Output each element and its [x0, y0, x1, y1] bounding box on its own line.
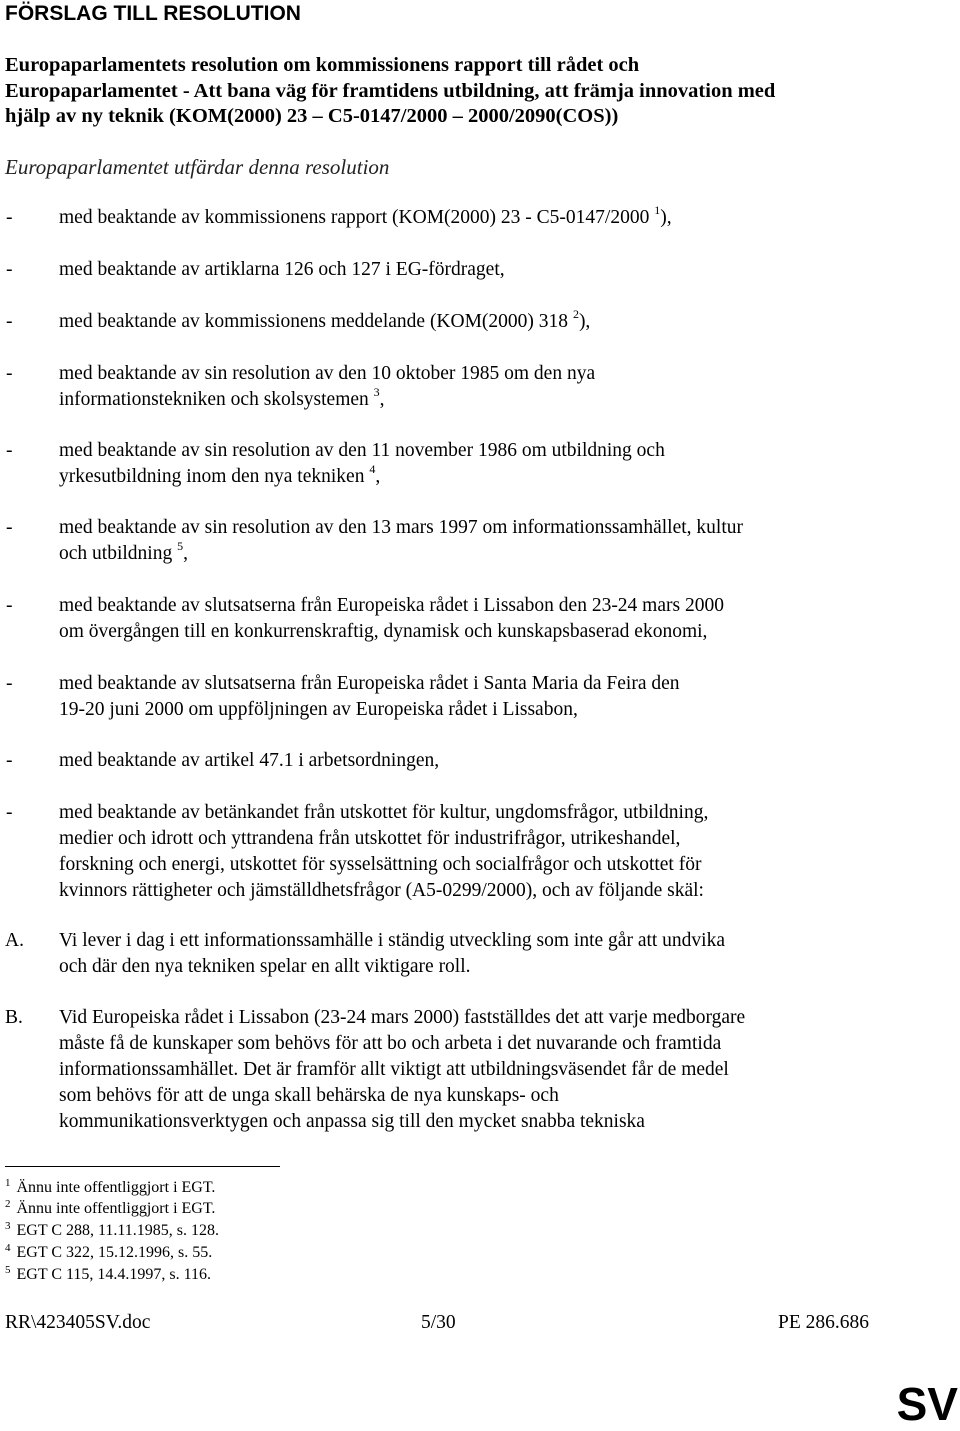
citation-6-line-1: med beaktande av sin resolution av den 13 mars 1997 om informationssamhället, kultur	[59, 517, 743, 538]
citation-dash: -	[6, 802, 13, 823]
citation-2-line-1: med beaktande av artiklarna 126 och 127 i EG-fördraget,	[59, 259, 505, 280]
citation-6-line-2: och utbildning $^5$,	[59, 539, 188, 564]
citation-10-line-1: med beaktande av betänkandet från utskottet för kultur, ungdomsfrågor, utbildning,	[59, 802, 709, 823]
footnote-ref[interactable]: 4	[369, 462, 376, 476]
citation-10-line-4: kvinnors rättigheter och jämställdhetsfrågor (A5-0299/2000), och av följande skäl:	[59, 880, 704, 901]
footer-pe-number: PE 286.686	[778, 1312, 870, 1333]
footnote-separator	[5, 1166, 280, 1167]
citation-8-line-2: 19-20 juni 2000 om uppföljningen av Europeiska rådet i Lissabon,	[59, 699, 578, 720]
recital-a-line-1: Vi lever i dag i ett informationssamhälle i ständig utveckling som inte går att undvika	[59, 930, 726, 951]
citation-dash: -	[6, 363, 13, 384]
citation-9-line-1: med beaktande av artikel 47.1 i arbetsordningen,	[59, 750, 440, 771]
citation-dash: -	[6, 207, 13, 228]
citation-8-line-1: med beaktande av slutsatserna från Europeiska rådet i Santa Maria da Feira den	[59, 673, 680, 694]
footnote-2: $^2$ Ännu inte offentliggjort i EGT.	[5, 1198, 216, 1217]
footer-page-number: 5/30	[421, 1312, 456, 1333]
language-code: SV	[896, 1378, 958, 1430]
citation-4-line-2: informationstekniken och skolsystemen $^3$,	[59, 385, 385, 410]
citation-dash: -	[6, 259, 13, 280]
citation-5-line-2: yrkesutbildning inom den nya tekniken $^4$,	[59, 462, 381, 487]
citation-3-line-1: med beaktande av kommissionens meddelande (KOM(2000) 318 $^2$),	[59, 307, 591, 332]
citation-dash: -	[6, 595, 13, 616]
citation-dash: -	[6, 440, 13, 461]
footnote-ref[interactable]: 3	[373, 385, 380, 399]
recital-mark-b: B.	[5, 1007, 23, 1028]
title-line-2: Europaparlamentet - Att bana väg för framtidens utbildning, att främja innovation med	[5, 80, 776, 102]
citation-7-line-2: om övergången till en konkurrenskraftig, dynamisk och kunskapsbaserad ekonomi,	[59, 621, 708, 642]
recital-b-line-4: som behövs för att de unga skall behärska de nya kunskaps- och	[59, 1085, 559, 1106]
citation-7-line-1: med beaktande av slutsatserna från Europeiska rådet i Lissabon den 23-24 mars 2000	[59, 595, 724, 616]
citation-4-line-1: med beaktande av sin resolution av den 10 oktober 1985 om den nya	[59, 363, 596, 384]
recital-b-line-3: informationssamhället. Det är framför allt viktigt att utbildningsväsendet får de medel	[59, 1059, 729, 1080]
footnote-4: $^4$ EGT C 322, 15.12.1996, s. 55.	[5, 1242, 213, 1261]
citation-5-line-1: med beaktande av sin resolution av den 11 november 1986 om utbildning och	[59, 440, 665, 461]
footnote-1: $^1$ Ännu inte offentliggjort i EGT.	[5, 1177, 216, 1196]
footer-doc-ref: RR\423405SV.doc	[5, 1312, 151, 1333]
intro-text: Europaparlamentet utfärdar denna resolution	[5, 155, 390, 179]
recital-b-line-2: måste få de kunskaper som behövs för att bo och arbeta i det nuvarande och framtida	[59, 1033, 722, 1054]
recital-b-line-5: kommunikationsverktygen och anpassa sig till den mycket snabba tekniska	[59, 1111, 645, 1132]
citation-dash: -	[6, 750, 13, 771]
recital-a-line-2: och där den nya tekniken spelar en allt viktigare roll.	[59, 956, 471, 977]
footnote-ref[interactable]: 2	[572, 307, 579, 321]
footnote-5: $^5$ EGT C 115, 14.4.1997, s. 116.	[5, 1264, 212, 1283]
title-line-1: Europaparlamentets resolution om kommissionens rapport till rådet och	[5, 54, 640, 76]
title-line-3: hjälp av ny teknik (KOM(2000) 23 – C5-0147/2000 – 2000/2090(COS))	[5, 105, 619, 127]
citation-10-line-3: forskning och energi, utskottet för sysselsättning och socialfrågor och utskottet för	[59, 854, 702, 875]
citation-dash: -	[6, 673, 13, 694]
footnote-ref[interactable]: 1	[654, 203, 661, 217]
section-heading: FÖRSLAG TILL RESOLUTION	[5, 2, 301, 25]
footnote-ref[interactable]: 5	[177, 539, 184, 553]
recital-mark-a: A.	[5, 930, 24, 951]
citation-10-line-2: medier och idrott och yttrandena från utskottet för industrifrågor, utrikeshandel,	[59, 828, 681, 849]
citation-1-line-1: med beaktande av kommissionens rapport (KOM(2000) 23 - C5-0147/2000 $^1$),	[59, 203, 672, 228]
citation-dash: -	[6, 311, 13, 332]
footnote-3: $^3$ EGT C 288, 11.11.1985, s. 128.	[5, 1220, 220, 1239]
citation-dash: -	[6, 517, 13, 538]
recital-b-line-1: Vid Europeiska rådet i Lissabon (23-24 mars 2000) fastställdes det att varje medborgare	[59, 1007, 746, 1028]
